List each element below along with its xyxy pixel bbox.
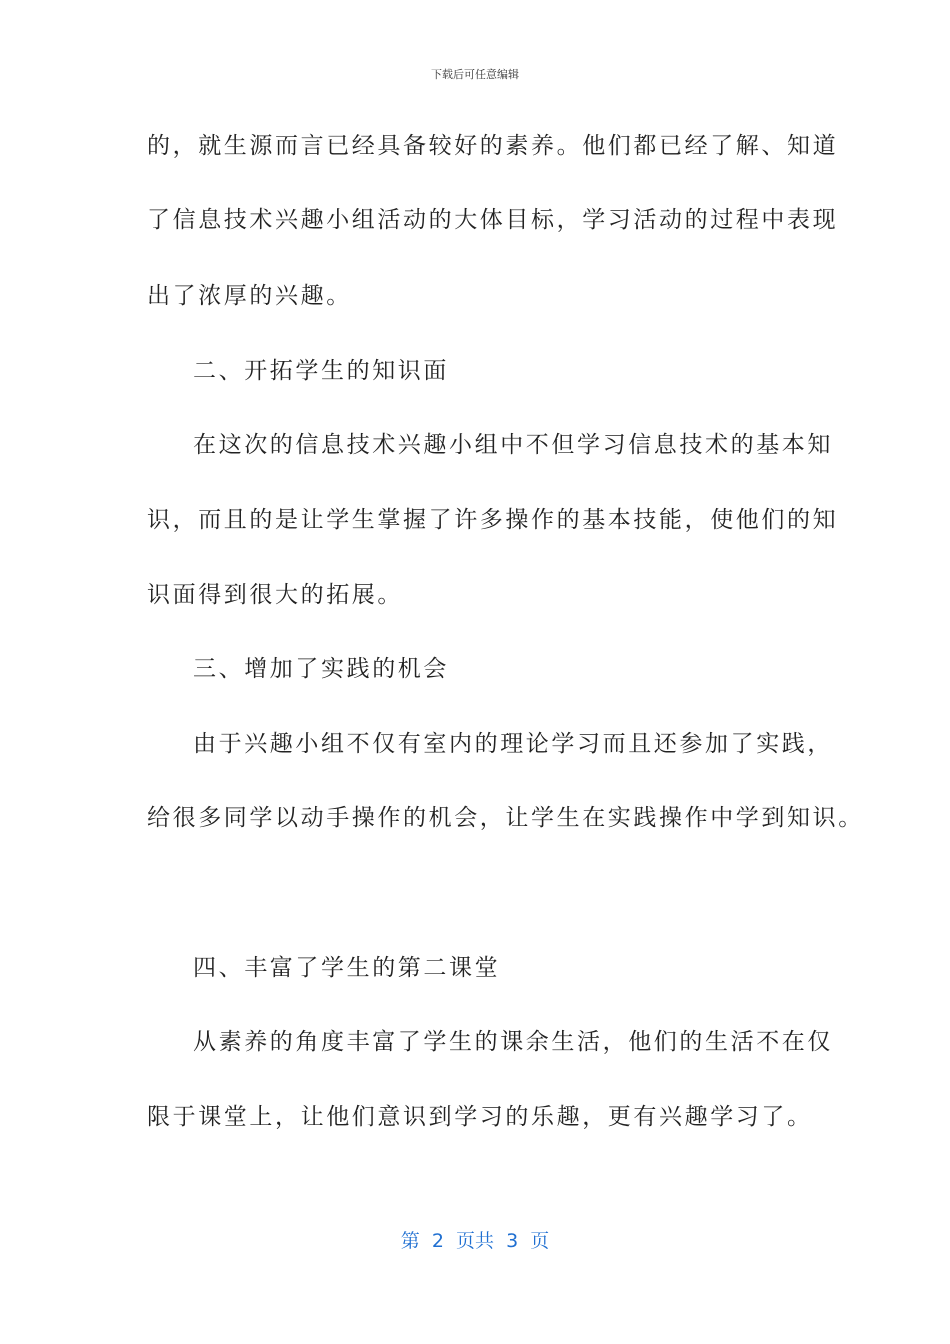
section-heading: 二、开拓学生的知识面 (193, 358, 449, 384)
paragraph-line: 了信息技术兴趣小组活动的大体目标，学习活动的过程中表现 (147, 207, 839, 233)
paragraph-line: 给很多同学以动手操作的机会，让学生在实践操作中学到知识。 (147, 805, 864, 831)
header-note: 下载后可任意编辑 (431, 68, 519, 81)
page-number: 第 2 页共 3 页 (400, 1230, 550, 1252)
paragraph-line: 限于课堂上，让他们意识到学习的乐趣，更有兴趣学习了。 (147, 1104, 813, 1130)
paragraph-line: 识面得到很大的拓展。 (147, 582, 403, 608)
paragraph-line: 在这次的信息技术兴趣小组中不但学习信息技术的基本知 (193, 432, 833, 458)
paragraph-line: 从素养的角度丰富了学生的课余生活，他们的生活不在仅 (193, 1029, 833, 1055)
paragraph-line: 的，就生源而言已经具备较好的素养。他们都已经了解、知道 (147, 133, 839, 159)
paragraph-line: 由于兴趣小组不仅有室内的理论学习而且还参加了实践， (193, 731, 833, 757)
paragraph-line: 识，而且的是让学生掌握了许多操作的基本技能，使他们的知 (147, 507, 839, 533)
section-heading: 三、增加了实践的机会 (193, 656, 449, 682)
paragraph-line: 出了浓厚的兴趣。 (147, 283, 352, 309)
section-heading: 四、丰富了学生的第二课堂 (193, 955, 501, 981)
